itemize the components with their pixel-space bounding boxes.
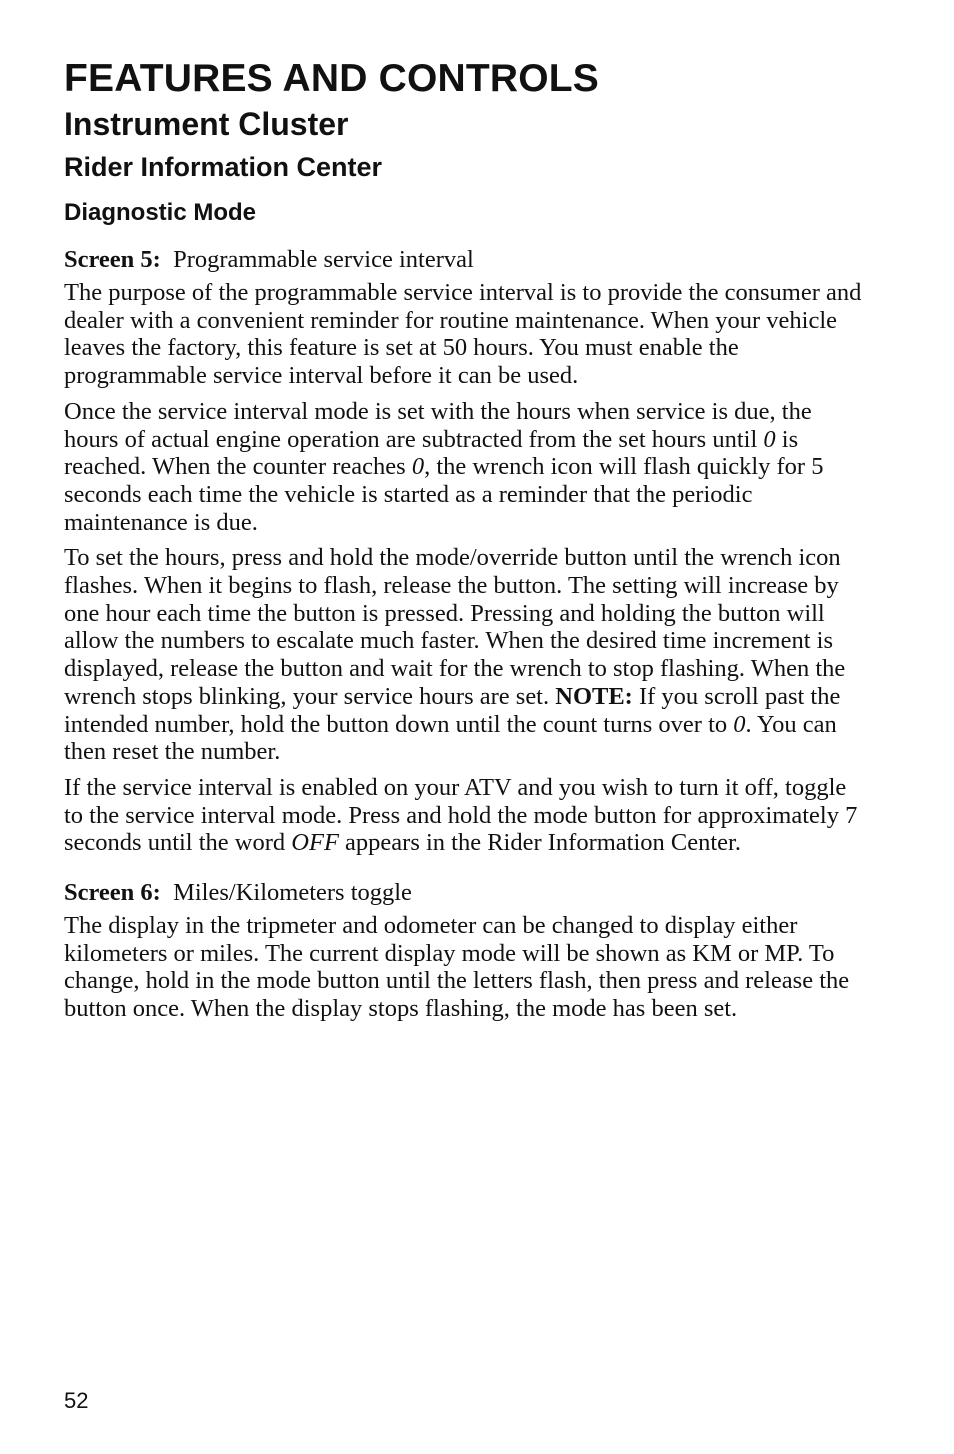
screen5-paragraph-2 bbox=[64, 398, 864, 537]
text-run: If you scroll past the intended number, hold the button down until the count turns over to bbox=[64, 682, 841, 738]
screen6-label: Screen 6: bbox=[64, 879, 161, 907]
text-run: , the wrench icon will flash quickly for 5 seconds each time the vehicle is started as a reminder that the periodic maintenance is due. bbox=[64, 453, 824, 536]
mode-title: Diagnostic Mode bbox=[64, 199, 257, 226]
screen5-paragraph-1: The purpose of the programmable service interval is to provide the consumer and dealer with a convenient reminder for routine maintenance. When your vehicle leaves the factory, this feature is set at 50 hours. You must enable the programmable service interval before it can be used. bbox=[64, 279, 862, 390]
text-run: appears in the Rider Information Center. bbox=[338, 829, 741, 857]
italic-zero: 0 bbox=[763, 425, 776, 453]
page-content bbox=[64, 56, 864, 1023]
text-run: To set the hours, press and hold the mode/override button until the wrench icon flashes. When it begins to flash, release the button. The setting will increase by one hour each time the button is pressed. Pressing and holding the button will allow the numbers to escalate much faster. When the desired time increment is displayed, release the button and wait for the wrench to stop flashing. When the wrench stops blinking, your service hours are set. bbox=[64, 544, 846, 710]
screen6-title: Miles/Kilometers toggle bbox=[173, 879, 412, 907]
text-run: Once the service interval mode is set with the hours when service is due, the hours of actual engine operation are subtracted from the set hours until bbox=[64, 397, 812, 453]
screen5-title: Programmable service interval bbox=[173, 246, 474, 273]
subsection-title: Rider Information Center bbox=[64, 152, 383, 182]
screen6-heading bbox=[64, 879, 864, 907]
italic-off: OFF bbox=[291, 829, 339, 857]
italic-zero: 0 bbox=[411, 453, 425, 481]
chapter-title: FEATURES AND CONTROLS bbox=[64, 57, 600, 100]
text-run: is reached. When the counter reaches bbox=[64, 425, 799, 481]
screen5-paragraph-3 bbox=[64, 544, 864, 766]
note-label: NOTE: bbox=[555, 682, 633, 710]
page-number: 52 bbox=[64, 1388, 89, 1413]
section-title: Instrument Cluster bbox=[64, 106, 349, 142]
text-run: . You can then reset the number. bbox=[64, 710, 837, 766]
screen5-heading bbox=[64, 246, 864, 274]
screen5-paragraph-4 bbox=[64, 774, 864, 857]
screen6-paragraph-1: The display in the tripmeter and odometer can be changed to display either kilometers or miles. The current display mode will be shown as KM or MP. To change, hold in the mode button until the letters flash, then press and release the button once. When the display stops flashing, the mode has been set. bbox=[64, 912, 850, 1023]
italic-zero: 0 bbox=[733, 710, 746, 738]
screen5-label: Screen 5: bbox=[64, 246, 161, 273]
text-run: If the service interval is enabled on your ATV and you wish to turn it off, toggle to the service interval mode. Press and hold the mode button for approximately 7 seconds until the word bbox=[64, 773, 858, 857]
